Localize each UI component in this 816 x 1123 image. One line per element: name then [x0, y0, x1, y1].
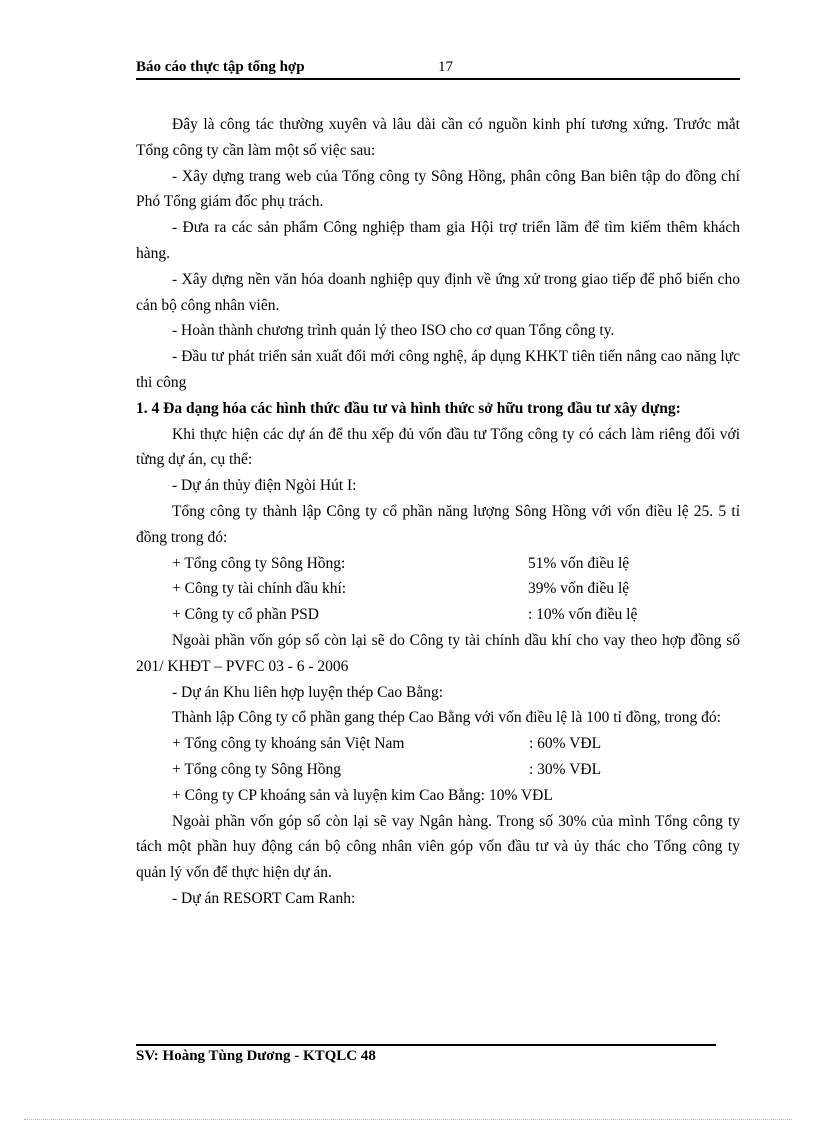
list-item: [136, 731, 740, 757]
paragraph: - Đầu tư phát triển sản xuất đổi mới công nghệ, áp dụng KHKT tiên tiến nâng cao năng lực thi công: [136, 348, 740, 391]
list-item: [136, 757, 740, 783]
list-item: [136, 783, 740, 809]
page-number: 17: [438, 59, 453, 75]
paragraph: Ngoài phần vốn góp số còn lại sẽ vay Ngân hàng. Trong số 30% của mình Tổng công ty tách một phần huy động cán bộ công nhân viên góp vốn đầu tư và ủy thác cho Tổng công ty quản lý vốn để thực hiện dự án.: [136, 812, 740, 882]
list-item: [136, 602, 740, 628]
shareholder-share: : 60% VĐL: [529, 735, 602, 753]
shareholder-list: [136, 551, 740, 628]
shareholder-name: + Công ty tài chính dầu khí:: [172, 580, 347, 598]
shareholder-share: : 10% vốn điều lệ: [528, 606, 638, 624]
footer-text: SV: Hoàng Tùng Dương - KTQLC 48: [136, 1048, 376, 1064]
shareholder-share: 10% VĐL: [488, 786, 553, 804]
shareholder-list: [136, 731, 740, 808]
paragraph: - Đưa ra các sản phẩm Công nghiệp tham gia Hội trợ triển lãm để tìm kiếm thêm khách hàng.: [136, 219, 740, 262]
paragraph: - Dự án RESORT Cam Ranh:: [172, 889, 356, 907]
paragraph: Đây là công tác thường xuyên và lâu dài cần có nguồn kinh phí tương xứng. Trước mắt Tổng công ty cần làm một số việc sau:: [136, 116, 740, 159]
paragraph: - Dự án Khu liên hợp luyện thép Cao Bằng:: [172, 683, 444, 701]
paragraph: Tổng công ty thành lập Công ty cổ phần năng lượng Sông Hồng với vốn điều lệ 25. 5 tỉ đồng trong đó:: [136, 502, 740, 546]
list-item: [136, 576, 740, 602]
paragraph: Ngoài phần vốn góp số còn lại sẽ do Công ty tài chính dầu khí cho vay theo hợp đồng số 201/ KHĐT – PVFC 03 - 6 - 2006: [136, 631, 740, 675]
shareholder-name: + Tổng công ty Sông Hồng: [172, 760, 342, 778]
shareholder-name: + Công ty CP khoáng sản và luyện kim Cao Bằng:: [172, 786, 485, 804]
page-header: [136, 56, 740, 80]
shareholder-share: : 30% VĐL: [529, 760, 602, 778]
shareholder-name: + Tổng công ty Sông Hồng:: [172, 554, 346, 572]
list-item: [136, 551, 740, 577]
paragraph: Thành lập Công ty cổ phần gang thép Cao Bằng với vốn điều lệ là 100 tỉ đồng, trong đó:: [172, 709, 721, 727]
paragraph: - Xây dựng trang web của Tổng công ty Sông Hồng, phân công Ban biên tập do đồng chí Phó Tổng giám đốc phụ trách.: [136, 167, 740, 211]
shareholder-share: 39% vốn điều lệ: [528, 580, 630, 598]
paragraph: - Hoàn thành chương trình quản lý theo ISO cho cơ quan Tổng công ty.: [172, 322, 615, 340]
shareholder-name: + Tổng công ty khoáng sản Việt Nam: [172, 735, 405, 753]
page-footer: [136, 1044, 716, 1065]
shareholder-name: + Công ty cổ phần PSD: [172, 606, 319, 624]
shareholder-share: 51% vốn điều lệ: [528, 554, 630, 572]
paragraph: - Xây dựng nền văn hóa doanh nghiệp quy định về ứng xử trong giao tiếp để phổ biến cho cán bộ công nhân viên.: [136, 270, 740, 314]
paragraph: Khi thực hiện các dự án để thu xếp đủ vốn đầu tư Tổng công ty có cách làm riêng đối với từng dự án, cụ thể:: [136, 425, 740, 469]
header-title: Báo cáo thực tập tổng hợp: [136, 59, 305, 75]
document-body: [136, 112, 740, 912]
section-heading: 1. 4 Đa dạng hóa các hình thức đầu tư và hình thức sở hữu trong đầu tư xây dựng:: [136, 399, 681, 417]
paragraph: - Dự án thủy điện Ngòi Hút I:: [172, 477, 357, 495]
page-edge-divider: [24, 1119, 792, 1120]
